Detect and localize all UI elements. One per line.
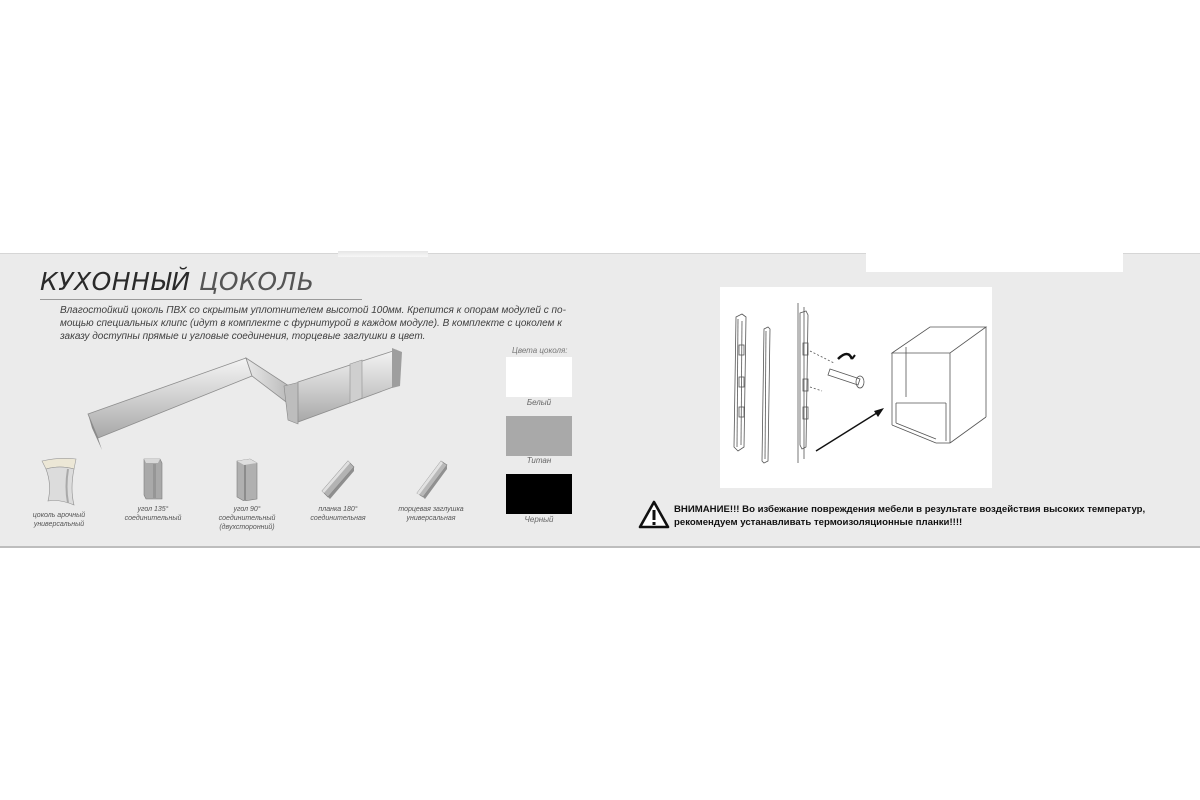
warning-triangle-icon (638, 500, 670, 529)
accessory-label-line: цоколь арочный (32, 512, 86, 519)
plinth-illustration (86, 346, 406, 461)
accessory-label-line: соединительный (124, 515, 182, 522)
joint-180-icon (318, 455, 358, 501)
accessory-label-line: универсальная (406, 515, 456, 522)
description-line: мощью специальных клипс (идут в комплекте с фурнитурой в каждом модуле). В комплекте с цоколем к (60, 318, 562, 329)
accessory-label-line: планка 180° (318, 506, 358, 513)
title-word-2: ЦОКОЛЬ (199, 267, 315, 296)
swatch-label-black: Черный (524, 515, 554, 524)
warning-line: ВНИМАНИЕ!!! Во избежание повреждения мебели в результате воздействия высоких температур, (674, 504, 1146, 515)
title-word-1: КУХОННЫЙ (40, 267, 191, 296)
swatch-label-white: Белый (526, 398, 552, 407)
warning-message (674, 503, 1200, 529)
accessory-label-line: торцевая заглушка (398, 506, 464, 513)
arched-plinth-icon (38, 455, 80, 507)
warning-line: рекомендуем устанавливать термоизоляционные планки!!!! (674, 517, 963, 528)
accessory-label-line: соединительная (310, 515, 366, 522)
accessory-label-line: угол 90° (233, 506, 261, 513)
swatch-label-titan: Титан (526, 456, 552, 465)
installation-diagram (720, 287, 992, 488)
swatch-titan (506, 416, 572, 456)
accessory-corner-90 (214, 455, 280, 532)
accessory-corner-135 (120, 455, 186, 523)
page-title (40, 267, 314, 296)
shadow-strip (338, 251, 428, 257)
description-line: Влагостойкий цоколь ПВХ со скрытым уплотнителем высотой 100мм. Крепится к опорам модулей с по- (60, 305, 566, 316)
colors-heading: Цвета цоколя: (512, 346, 568, 355)
swatch-black (506, 474, 572, 514)
corner-90-icon (232, 455, 262, 501)
title-underline (40, 299, 362, 300)
accessory-label-line: соединительный (218, 515, 276, 522)
accessory-arched-plinth (28, 455, 90, 529)
corner-135-icon (138, 455, 168, 501)
accessory-joint-180 (304, 455, 372, 523)
end-cap-icon (411, 455, 451, 501)
white-strip (866, 253, 1123, 272)
product-description (60, 304, 580, 343)
swatch-white (506, 357, 572, 397)
accessory-label-line: универсальный (33, 521, 85, 528)
accessory-label-line: угол 135° (137, 506, 169, 513)
accessory-label-line: (двухсторонний) (219, 524, 275, 531)
description-line: заказу доступны прямые и угловые соединения, торцевые заглушки в цвет. (60, 331, 426, 342)
accessory-end-cap (388, 455, 474, 523)
